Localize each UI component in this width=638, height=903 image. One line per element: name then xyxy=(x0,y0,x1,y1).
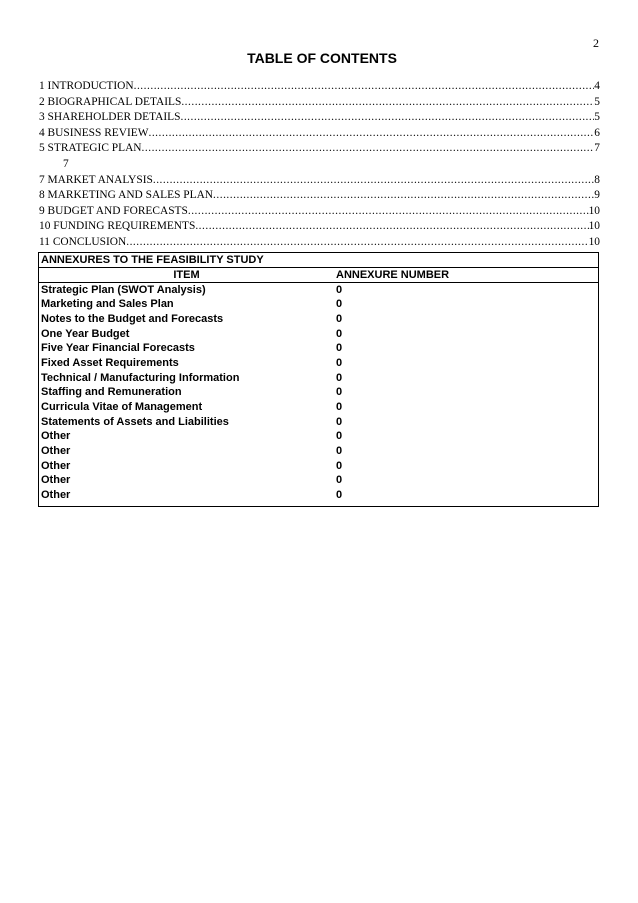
table-row xyxy=(39,385,598,400)
table-row xyxy=(39,356,598,371)
annexure-number: 0 xyxy=(336,283,343,296)
annexure-number: 0 xyxy=(336,298,343,311)
table-row xyxy=(39,327,598,342)
table-row xyxy=(39,400,598,415)
toc-entry-market-analysis[interactable] xyxy=(39,173,600,189)
annexure-number: 0 xyxy=(336,401,343,413)
toc-entry-page: 10 xyxy=(588,204,600,217)
table-row xyxy=(39,341,598,356)
table-row xyxy=(39,488,598,503)
toc-entry-strategic-plan[interactable] xyxy=(39,141,600,157)
toc-entry-conclusion[interactable] xyxy=(39,235,600,251)
annexure-number: 0 xyxy=(336,415,343,428)
toc-entry-page: 7 xyxy=(594,142,600,155)
annexure-number: 0 xyxy=(336,327,343,340)
annexure-item: Five Year Financial Forecasts xyxy=(41,342,195,355)
annexure-number: 0 xyxy=(336,312,343,325)
annexure-item: Other xyxy=(41,459,71,472)
toc-leader-dots xyxy=(134,79,595,95)
toc-leader-dots xyxy=(195,219,588,235)
annexure-number: 0 xyxy=(336,474,343,487)
annexures-table xyxy=(38,252,599,507)
toc-entry-page: 9 xyxy=(594,189,600,202)
table-row xyxy=(39,473,598,488)
annexure-number: 0 xyxy=(336,459,343,472)
annexure-item: Other xyxy=(41,430,71,443)
annexure-number: 0 xyxy=(336,489,343,502)
toc-entry-label: 8 MARKETING AND SALES PLAN xyxy=(39,189,214,202)
annexure-item: Other xyxy=(41,445,71,458)
table-row xyxy=(39,444,598,459)
toc-entry-page: 10 xyxy=(588,220,600,233)
toc-entry-marketing-and-sales-plan[interactable] xyxy=(39,188,600,204)
toc-entry-label: 11 CONCLUSION xyxy=(39,235,127,248)
table-row xyxy=(39,283,598,298)
annexures-column-headers xyxy=(39,268,598,283)
table-row xyxy=(39,429,598,444)
toc-entry-label: 9 BUDGET AND FORECASTS xyxy=(39,204,188,217)
toc-entry-label: 7 MARKET ANALYSIS xyxy=(39,173,153,186)
toc-entry-label: 5 STRATEGIC PLAN xyxy=(39,142,142,155)
annexure-item: Curricula Vitae of Management xyxy=(41,401,203,413)
toc-wrapped-text: 7 xyxy=(63,157,69,170)
toc-entry-page: 5 xyxy=(594,111,600,124)
toc-list xyxy=(39,79,600,251)
toc-entry-label: 10 FUNDING REQUIREMENTS xyxy=(39,220,196,233)
toc-entry-biographical-details[interactable] xyxy=(39,95,600,111)
toc-leader-dots xyxy=(180,110,594,126)
toc-leader-dots xyxy=(153,173,594,189)
table-row xyxy=(39,312,598,327)
annexure-number: 0 xyxy=(336,371,343,384)
toc-leader-dots xyxy=(126,235,588,251)
toc-leader-dots xyxy=(142,141,595,157)
toc-entry-page: 4 xyxy=(594,80,600,92)
table-row xyxy=(39,297,598,312)
toc-entry-label: 4 BUSINESS REVIEW xyxy=(39,126,149,139)
annexure-number: 0 xyxy=(336,342,343,355)
toc-entry-page: 8 xyxy=(594,173,600,186)
toc-leader-dots xyxy=(181,95,594,111)
annexure-item: Statements of Assets and Liabilities xyxy=(41,415,229,428)
annexure-item: One Year Budget xyxy=(41,327,130,340)
toc-title: TABLE OF CONTENTS xyxy=(247,50,397,66)
toc-entry-label: 2 BIOGRAPHICAL DETAILS xyxy=(39,95,182,108)
toc-entry-funding-requirements[interactable] xyxy=(39,219,600,235)
annexures-title: ANNEXURES TO THE FEASIBILITY STUDY xyxy=(39,253,598,268)
table-row xyxy=(39,371,598,386)
toc-leader-dots xyxy=(148,126,594,142)
annexure-number: 0 xyxy=(336,356,343,369)
annexure-item: Technical / Manufacturing Information xyxy=(41,371,240,384)
table-row xyxy=(39,415,598,430)
toc-entry-shareholder-details[interactable] xyxy=(39,110,600,126)
toc-leader-dots xyxy=(213,188,594,204)
toc-entry-page: 10 xyxy=(588,235,600,248)
toc-entry-label: 3 SHAREHOLDER DETAILS xyxy=(39,111,181,124)
annexure-item: Other xyxy=(41,474,71,487)
table-row xyxy=(39,459,598,474)
annexure-item: Fixed Asset Requirements xyxy=(41,356,179,369)
annexure-item: Strategic Plan (SWOT Analysis) xyxy=(41,283,206,296)
toc-entry-business-review[interactable] xyxy=(39,126,600,142)
toc-entry-page: 6 xyxy=(594,126,600,139)
toc-entry-introduction[interactable] xyxy=(39,79,600,95)
toc-entry-label: 1 INTRODUCTION xyxy=(39,80,134,92)
toc-entry-page: 5 xyxy=(594,95,600,108)
toc-entry-budget-and-forecasts[interactable] xyxy=(39,204,600,220)
toc-leader-dots xyxy=(188,204,589,220)
annexure-item: Notes to the Budget and Forecasts xyxy=(41,312,224,325)
annexure-item: Marketing and Sales Plan xyxy=(41,298,174,311)
annexure-number: 0 xyxy=(336,430,343,443)
page-number: 2 xyxy=(593,36,599,50)
annexure-number: 0 xyxy=(336,386,343,399)
annexure-item: Other xyxy=(41,489,71,502)
annexure-number: 0 xyxy=(336,445,343,458)
column-header-annexure-number: ANNEXURE NUMBER xyxy=(336,268,450,281)
column-header-item: ITEM xyxy=(173,268,200,281)
annexure-item: Staffing and Remuneration xyxy=(41,386,182,399)
